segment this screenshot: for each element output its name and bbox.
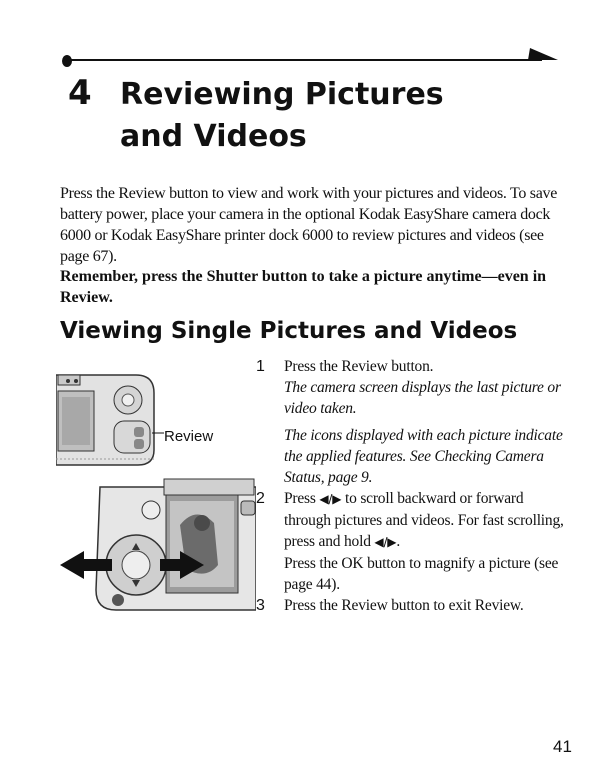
page-number: 41 <box>553 737 572 756</box>
review-button-label: Review <box>164 428 214 445</box>
step-1 <box>256 356 566 377</box>
step-1-note-b: The icons displayed with each picture indicate the applied features. See Checking Camera Status, page 9. <box>284 427 563 486</box>
step-2-extra <box>256 553 566 595</box>
reminder-paragraph: Remember, press the Shutter button to take a picture anytime—even in Review. <box>60 268 547 306</box>
step-2 <box>256 488 566 553</box>
chapter-rule-bullet <box>62 55 72 67</box>
section-title: Viewing Single Pictures and Videos <box>60 318 518 344</box>
camera-back-top <box>56 375 154 465</box>
steps-list <box>256 356 566 616</box>
camera-back-bottom <box>96 479 256 610</box>
chapter-number: 4 <box>68 73 92 113</box>
camera-illustration <box>56 355 256 615</box>
intro-paragraph: Press the Review button to view and work with your pictures and videos. To save battery power, place your camera in the optional Kodak EasyShare camera dock 6000 or Kodak EasyShare printer dock 6000 to review pictures and videos (see page 67). <box>60 185 558 265</box>
chapter-title: Reviewing Pictures and Videos <box>120 77 444 154</box>
step-number: 3 <box>256 597 265 614</box>
step-text: Press the Review button. <box>284 358 434 375</box>
step-number: 1 <box>256 358 265 375</box>
step-text: Press the Review button to exit Review. <box>284 597 524 614</box>
step-number: 2 <box>256 490 265 507</box>
left-right-arrows-icon: ◀/▶ <box>374 535 397 549</box>
step-3 <box>256 595 566 616</box>
step-text: to scroll backward or forward through pictures and videos. For fast scrolling, press and hold <box>284 490 564 550</box>
chapter-rule-arrow-icon <box>528 46 560 64</box>
step-1-note-a: The camera screen displays the last picture or video taken. <box>284 379 561 417</box>
chapter-rule <box>64 59 542 61</box>
left-right-arrows-icon: ◀/▶ <box>319 492 342 506</box>
step-text: Press <box>284 490 320 507</box>
step-text: Press the OK button to magnify a picture (see page 44). <box>284 555 559 593</box>
step-text: . <box>396 533 401 550</box>
